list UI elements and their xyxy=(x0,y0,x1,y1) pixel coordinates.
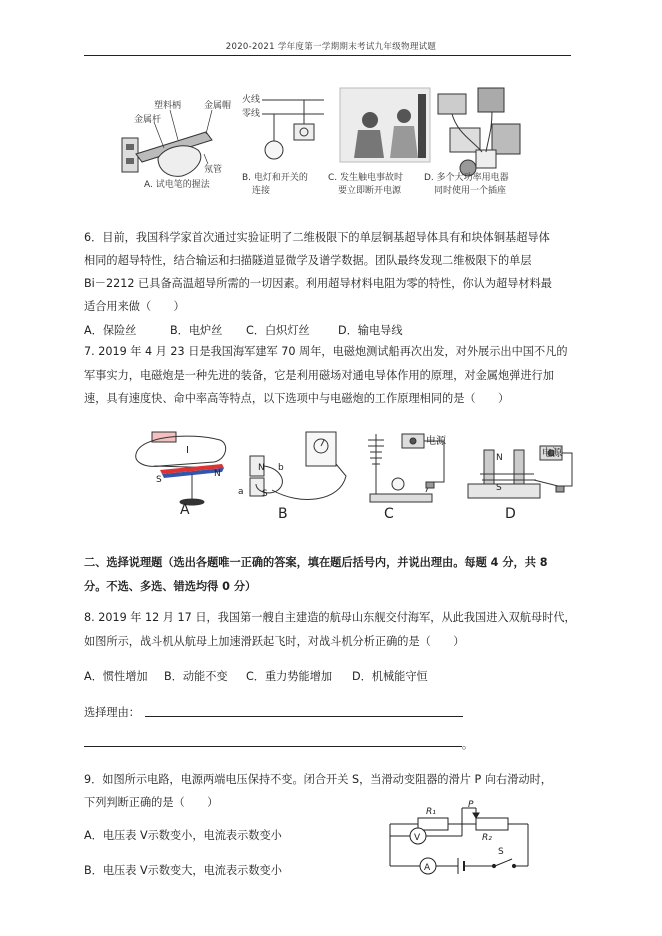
circuit-label-r2: R₂ xyxy=(482,833,492,843)
circuit-label-p: P xyxy=(468,800,474,810)
q7-label-s-d: S xyxy=(496,483,502,493)
q9-option-b: B．电压表 V示数变大，电流表示数变小 xyxy=(84,864,282,877)
q6-option-a: A．保险丝 xyxy=(84,324,137,337)
q7-option-c-label: C xyxy=(384,506,394,522)
q9-circuit xyxy=(380,800,540,890)
q7-line-3: 速，具有速度快、命中率高等特点，以下选项中与电磁炮的工作原理相同的是（ ） xyxy=(84,392,510,405)
caption-c1: C. 发生触电事故时 xyxy=(328,173,404,183)
lamp-switch-illustration xyxy=(262,100,324,159)
label-live-wire: 火线 xyxy=(242,95,261,105)
q7-line-1: 7. 2019 年 4 月 23 日是我国海军建军 70 周年，电磁炮测试船再次出发，对外展示出中国不凡的 xyxy=(84,345,568,358)
page-header: 2020-2021 学年度第一学期期末考试九年级物理试题 xyxy=(225,42,437,52)
q6-line-2: 相同的超导特性，结合输运和扫描隧道显微学及谱学数据。团队最终发现二维极限下的单层 xyxy=(84,254,532,267)
q8-line-2: 如图所示，战斗机从航母上加速滑跃起飞时，对战斗机分析正确的是（ ） xyxy=(84,635,465,648)
q8-end-mark: 。 xyxy=(462,738,474,751)
overloaded-socket-illustration xyxy=(438,88,520,176)
q6-line-4: 适合用来做（ ） xyxy=(84,300,185,313)
q7-option-b-label: B xyxy=(278,506,288,522)
circuit-label-a: A xyxy=(424,863,431,873)
caption-b2: 连接 xyxy=(252,186,271,196)
q8-reason-blank-1[interactable] xyxy=(145,716,463,717)
q7-line-2: 军事实力，电磁炮是一种先进的装备，它是利用磁场对通电导体作用的原理，对金属炮弹进行加 xyxy=(84,369,554,382)
q7-option-d-label: D xyxy=(505,506,516,522)
section2-line-2: 分。不选、多选、错选均得 0 分） xyxy=(84,580,257,593)
label-neutral-wire: 零线 xyxy=(242,109,261,119)
label-neon-tube: 氖管 xyxy=(204,165,223,175)
q8-option-b: B．动能不变 xyxy=(164,670,228,683)
header-rule xyxy=(84,55,571,56)
caption-c2: 要立即断开电源 xyxy=(338,186,402,196)
q6-option-d: D．输电导线 xyxy=(338,324,403,337)
oersted-apparatus xyxy=(136,432,226,505)
q7-label-i: I xyxy=(186,445,189,456)
q7-label-b: b xyxy=(278,463,284,473)
q9-option-a: A．电压表 V示数变小，电流表示数变小 xyxy=(84,829,282,842)
caption-a: A. 试电笔的握法 xyxy=(144,180,210,190)
label-plastic-handle: 塑料柄 xyxy=(154,101,182,111)
q7-label-power-d: 电源 xyxy=(542,448,562,459)
q9-line-1: 9．如图所示电路，电源两端电压保持不变。闭合开关 S，当滑动变阻器的滑片 P 向右滑动时， xyxy=(84,773,552,786)
q8-option-c: C．重力势能增加 xyxy=(246,670,333,683)
circuit-label-v: V xyxy=(414,833,421,843)
q6-option-b: B．电炉丝 xyxy=(170,324,223,337)
circuit-label-r1: R₁ xyxy=(426,807,436,817)
q8-reason-label: 选择理由： xyxy=(84,706,140,719)
q7-option-a-label: A xyxy=(180,502,190,518)
circuit-label-s: S xyxy=(498,847,504,857)
q7-label-s-b: S xyxy=(262,489,268,499)
label-metal-rod: 金属杆 xyxy=(134,115,162,125)
q7-label-power-c: 电源 xyxy=(426,436,446,447)
section2-line-1: 二、选择说理题（选出各题唯一正确的答案，填在题后括号内，并说出理由。每题 4 分，共 8 xyxy=(84,556,548,569)
q7-label-n-d: N xyxy=(496,453,503,463)
q8-line-1: 8. 2019 年 12 月 17 日，我国第一艘自主建造的航母山东舰交付海军，从此我国进入双航母时代， xyxy=(84,611,576,624)
shock-scene-illustration xyxy=(340,88,430,162)
q8-reason-blank-2[interactable] xyxy=(84,746,462,747)
q6-line-1: 6．目前，我国科学家首次通过实验证明了二维极限下的单层铜基超导体具有和块体铜基超导体 xyxy=(84,231,550,244)
q9-line-2: 下列判断正确的是（ ） xyxy=(84,796,219,809)
caption-b1: B. 电灯和开关的 xyxy=(242,173,308,183)
q7-label-a: a xyxy=(238,487,244,497)
q8-option-a: A．惯性增加 xyxy=(84,670,148,683)
caption-d2: 同时使用一个插座 xyxy=(434,186,507,196)
label-metal-cap: 金属帽 xyxy=(204,101,232,111)
q7-label-n-a: N xyxy=(214,469,221,479)
q7-label-s-a: S xyxy=(156,475,162,485)
q8-option-d: D．机械能守恒 xyxy=(352,670,428,683)
q6-line-3: Bi－2212 已具备高温超导所需的一切因素。利用超导材料电阻为零的特性，你认为超导材料最 xyxy=(84,277,552,290)
q7-label-n-b: N xyxy=(258,463,265,473)
caption-d1: D. 多个大功率用电器 xyxy=(424,173,509,183)
q6-option-c: C．白炽灯丝 xyxy=(246,324,310,337)
